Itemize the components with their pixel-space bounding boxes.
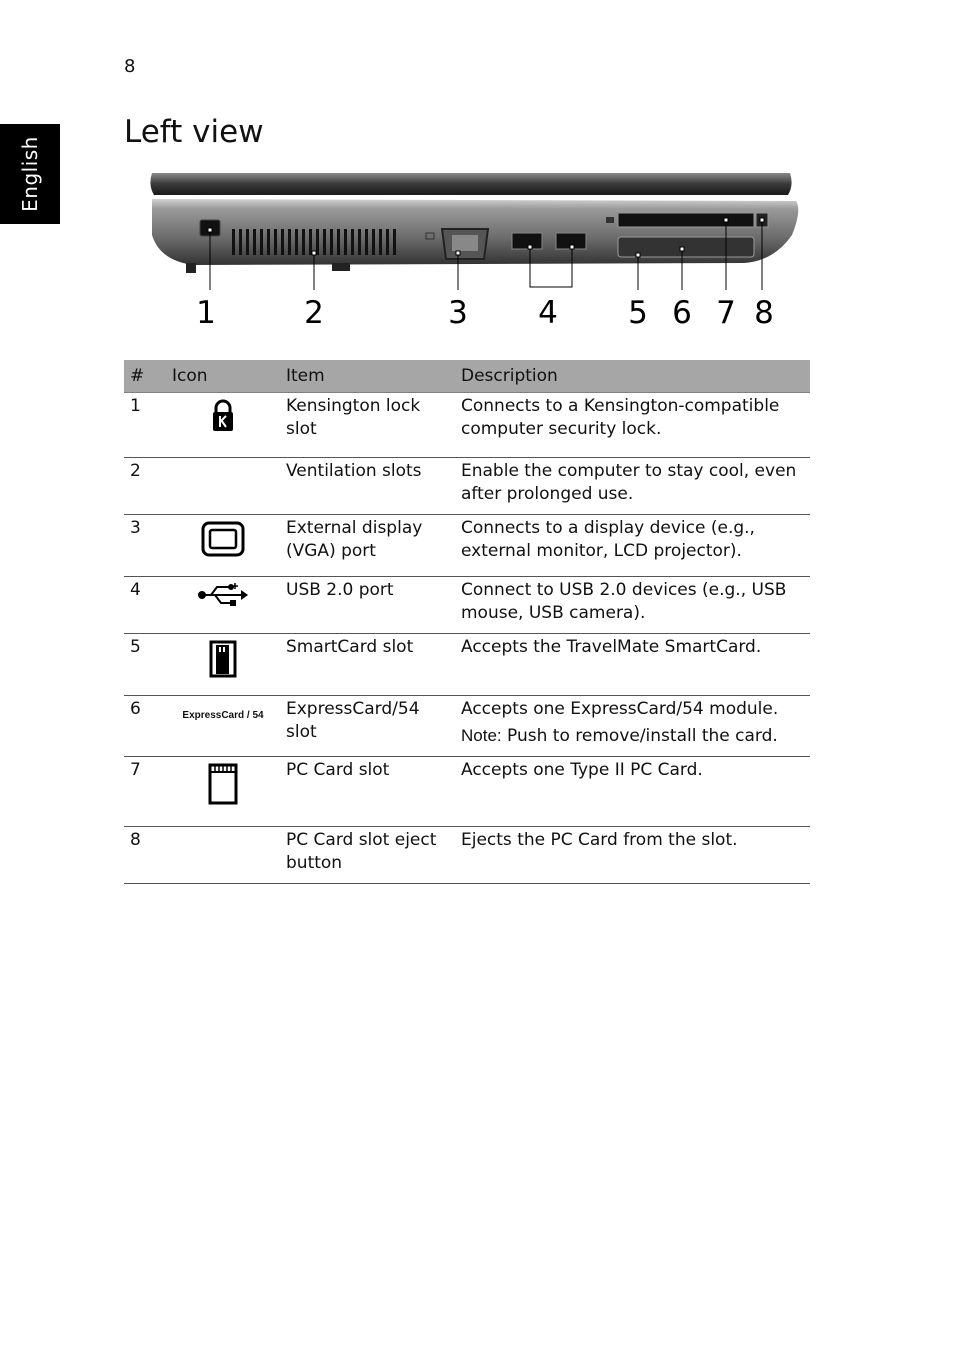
row-description: Ejects the PC Card from the slot. [455,827,810,884]
table-row [124,458,810,515]
row-description: Enable the computer to stay cool, even after prolonged use. [455,458,810,515]
pc-card-slot [618,213,754,227]
row-item: USB 2.0 port [280,577,455,634]
language-tab [0,124,60,224]
icon-cell [166,515,280,577]
pc-card-icon [208,763,238,805]
header-icon: Icon [166,360,280,393]
header-item: Item [280,360,455,393]
row-note [461,724,804,748]
callout-2: 2 [304,295,324,331]
expresscard-icon: ExpressCard / 54 [182,710,264,721]
row-item: ExpressCard/54 slot [280,696,455,757]
row-description-cell [455,696,810,757]
callout-7: 7 [716,295,736,331]
usb-port-1 [512,233,542,249]
table-row [124,577,810,634]
callout-8: 8 [754,295,774,331]
row-description: Accepts the TravelMate SmartCard. [455,634,810,696]
callout-1: 1 [196,295,216,331]
row-description: Accepts one ExpressCard/54 module. [461,699,779,719]
row-number: 8 [124,827,166,884]
icon-cell [166,634,280,696]
vga-display-icon [201,521,245,557]
header-description: Description [455,360,810,393]
row-description: Connects to a Kensington-compatible computer security lock. [455,393,810,458]
icon-cell [166,757,280,827]
row-number: 4 [124,577,166,634]
callout-6: 6 [672,295,692,331]
usb-icon [197,581,249,609]
icon-cell [166,827,280,884]
row-number: 6 [124,696,166,757]
icon-cell [166,393,280,458]
row-item: PC Card slot [280,757,455,827]
table-row [124,696,810,757]
row-item: SmartCard slot [280,634,455,696]
icon-cell [166,696,280,757]
table-row [124,827,810,884]
table-row [124,393,810,458]
smartcard-icon [209,640,237,678]
header-number: # [124,360,166,393]
table-row [124,634,810,696]
left-view-table [124,360,810,884]
note-text: Push to remove/install the card. [501,726,778,746]
row-number: 2 [124,458,166,515]
row-description: Connect to USB 2.0 devices (e.g., USB mouse, USB camera). [455,577,810,634]
language-tab-label: English [18,136,42,212]
page-number: 8 [124,56,136,77]
laptop-lid [150,173,791,195]
row-item: PC Card slot eject button [280,827,455,884]
callout-3: 3 [448,295,468,331]
table-header-row [124,360,810,393]
row-item: External display (VGA) port [280,515,455,577]
table-row [124,757,810,827]
laptop-left-view-figure [124,165,814,340]
note-label: Note: [461,726,502,745]
row-number: 7 [124,757,166,827]
callout-5: 5 [628,295,648,331]
icon-cell [166,577,280,634]
kensington-lock-icon [211,399,235,433]
row-item: Kensington lock slot [280,393,455,458]
row-number: 5 [124,634,166,696]
row-number: 3 [124,515,166,577]
row-description: Connects to a display device (e.g., external monitor, LCD projector). [455,515,810,577]
row-item: Ventilation slots [280,458,455,515]
callout-4: 4 [538,295,558,331]
row-description: Accepts one Type II PC Card. [455,757,810,827]
table-row [124,515,810,577]
section-title: Left view [124,114,264,150]
row-number: 1 [124,393,166,458]
icon-cell [166,458,280,515]
